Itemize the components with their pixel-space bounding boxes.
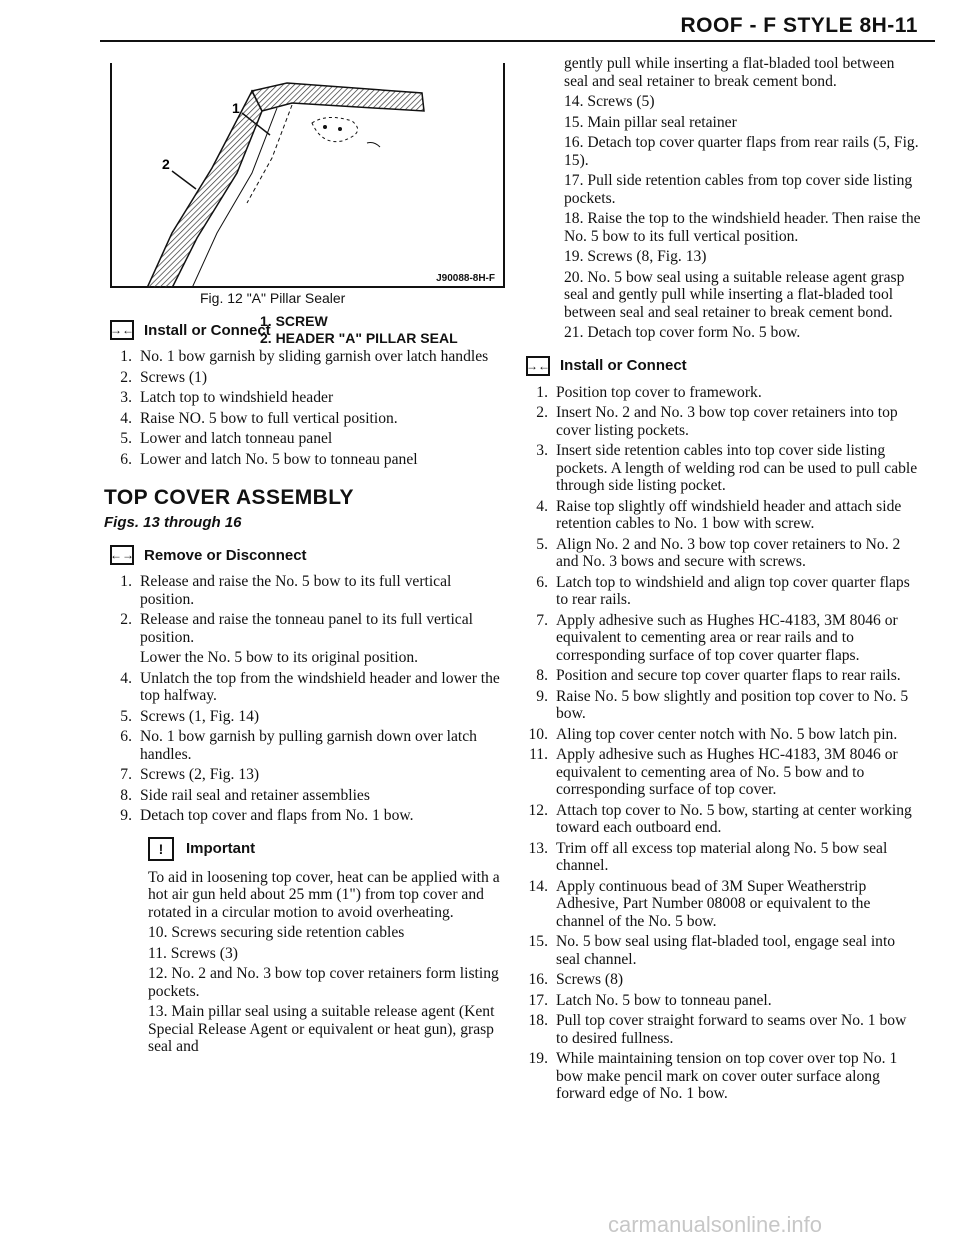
step-item — [110, 649, 505, 667]
step-number: 7. — [536, 611, 548, 629]
step-number: 9. — [536, 687, 548, 705]
callout-1: 1 — [232, 100, 240, 116]
step-text: Apply adhesive such as Hughes HC-4183, 3M 8046 or equivalent to cementing area of No. 5 bow and to corresponding surface of top cover. — [556, 746, 898, 798]
step-item — [110, 766, 505, 784]
step-text: Position and secure top cover quarter flaps to rear rails. — [556, 667, 901, 684]
step-text: Screws (8) — [556, 971, 624, 988]
figure-box — [110, 63, 505, 288]
step-text: Latch top to windshield and align top cover quarter flaps to rear rails. — [556, 573, 910, 608]
step-text: Latch top to windshield header — [140, 389, 334, 406]
section-figs: Figs. 13 through 16 — [104, 514, 242, 531]
step-number: 13. — [528, 839, 548, 857]
step-number: 7. — [120, 766, 132, 783]
step-number: 18. — [528, 1012, 548, 1029]
step-text: Pull top cover straight forward to seams over No. 1 bow to desired fullness. — [556, 1012, 907, 1047]
legend-item-screw: 1. SCREW — [260, 313, 328, 329]
important-icon: ! — [148, 837, 174, 861]
watermark: carmanualsonline.info — [608, 1212, 823, 1237]
step-text: Lower the No. 5 bow to its original position. — [140, 649, 419, 666]
step-item — [110, 451, 505, 469]
step-text: Release and raise the tonneau panel to its full vertical position. — [140, 611, 473, 646]
step-number: 5. — [120, 707, 132, 725]
step-number: 6. — [536, 573, 548, 591]
right-install-list — [526, 384, 921, 1103]
step-item — [526, 840, 921, 875]
figure-caption: Fig. 12 "A" Pillar Sealer — [200, 290, 346, 306]
step-item — [526, 667, 921, 685]
step-text: Lower and latch tonneau panel — [140, 430, 333, 447]
step-text: Screws (1) — [140, 368, 208, 386]
step-number: 8. — [120, 786, 132, 804]
step-text: While maintaining tension on top cover over top No. 1 bow make pencil mark on cover outer surface along forward edge of No. 1 bow. — [556, 1050, 898, 1102]
step-item — [526, 802, 921, 837]
install-heading-left: →← Install or Connect — [110, 321, 271, 339]
step-text: Screws (1, Fig. 14) — [140, 707, 260, 725]
step-text: No. 1 bow garnish by sliding garnish over latch handles — [140, 348, 489, 365]
paragraph: 12. No. 2 and No. 3 bow top cover retainers form listing pockets. — [148, 965, 499, 1000]
step-item — [110, 611, 505, 646]
step-text: Release and raise the No. 5 bow to its full vertical position. — [140, 573, 452, 608]
step-item — [110, 348, 505, 366]
step-text: No. 5 bow seal using flat-bladed tool, engage seal into seal channel. — [556, 933, 896, 968]
step-text: Insert No. 2 and No. 3 bow top cover retainers into top cover listing pockets. — [556, 404, 898, 439]
step-item — [526, 612, 921, 665]
paragraph: 13. Main pillar seal using a suitable release agent (Kent Special Release Agent or equivalent or heat gun), grasp seal and — [148, 1003, 495, 1055]
header-seal-strip — [252, 83, 424, 111]
step-item — [526, 404, 921, 439]
step-item — [526, 992, 921, 1010]
step-item — [110, 708, 505, 726]
step-number: 3. — [120, 389, 132, 406]
remove-heading: ←→ Remove or Disconnect — [110, 546, 307, 564]
step-item — [110, 573, 505, 608]
step-number: 2. — [120, 368, 132, 386]
important-heading: ! Important — [148, 837, 505, 861]
screw-detail — [312, 117, 358, 141]
step-number: 10. — [528, 725, 548, 743]
step-number: 19. — [528, 1050, 548, 1067]
step-number: 4. — [120, 409, 132, 427]
step-number: 5. — [536, 535, 548, 553]
step-text: Aling top cover center notch with No. 5 bow latch pin. — [556, 725, 898, 743]
step-number: 17. — [528, 991, 548, 1009]
step-number: 2. — [120, 611, 132, 628]
step-text: Lower and latch No. 5 bow to tonneau panel — [140, 450, 418, 468]
paragraph: 11. Screws (3) — [148, 944, 238, 962]
step-text: Apply continuous bead of 3M Super Weatherstrip Adhesive, Part Number 08008 or equivalent to the channel of the No. 5 bow. — [556, 877, 871, 930]
step-item — [526, 726, 921, 744]
step-item — [110, 787, 505, 805]
install-icon: →← — [526, 356, 550, 376]
pillar-seal — [147, 91, 262, 288]
step-text: Trim off all excess top material along No. 5 bow seal channel. — [556, 839, 888, 874]
right-column — [526, 55, 921, 1106]
step-number: 2. — [536, 404, 548, 421]
install-heading-right: →← Install or Connect — [526, 357, 687, 374]
step-item — [526, 746, 921, 799]
step-text: Raise NO. 5 bow to full vertical position. — [140, 409, 398, 427]
callout-2: 2 — [162, 156, 170, 172]
step-number: 16. — [528, 971, 548, 988]
step-item — [526, 498, 921, 533]
step-item — [110, 430, 505, 448]
paragraph: 10. Screws securing side retention cables — [148, 924, 405, 941]
install-icon: →← — [110, 320, 134, 340]
step-item — [110, 728, 505, 763]
step-text: Raise top slightly off windshield header and attach side retention cables to No. 1 bow with screw. — [556, 497, 902, 532]
step-item — [110, 410, 505, 428]
step-number: 4. — [536, 497, 548, 515]
step-text: Detach top cover and flaps from No. 1 bow. — [140, 807, 414, 824]
step-text: Position top cover to framework. — [556, 383, 762, 401]
step-text: Raise No. 5 bow slightly and position top cover to No. 5 bow. — [556, 687, 909, 722]
left-install-list — [110, 348, 505, 468]
step-item — [526, 933, 921, 968]
step-number: 1. — [536, 383, 548, 401]
remove-list — [110, 573, 505, 825]
step-number: 15. — [528, 933, 548, 950]
step-number: 5. — [120, 430, 132, 447]
step-text: Attach top cover to No. 5 bow, starting at center working toward each outboard end. — [556, 801, 912, 836]
step-text: No. 1 bow garnish by pulling garnish down over latch handles. — [140, 728, 477, 763]
step-item — [526, 442, 921, 495]
step-text: Apply adhesive such as Hughes HC-4183, 3M 8046 or equivalent to cementing area or rear rails and to corresponding surface of top cover quarter flaps. — [556, 611, 898, 664]
step-item — [526, 878, 921, 931]
step-number: 1. — [120, 348, 132, 365]
header-rule — [100, 40, 935, 42]
step-item — [526, 971, 921, 989]
section-title: TOP COVER ASSEMBLY — [104, 486, 354, 509]
paragraph: 15. Main pillar seal retainer — [564, 113, 737, 131]
step-number: 3. — [536, 442, 548, 459]
step-item — [526, 1012, 921, 1047]
paragraph: 19. Screws (8, Fig. 13) — [564, 248, 707, 265]
step-number: 6. — [120, 728, 132, 745]
step-number: 12. — [528, 801, 548, 819]
paragraph: gently pull while inserting a flat-bladed tool between seal and seal retainer to break cement bond. — [564, 55, 895, 90]
step-number: 1. — [120, 573, 132, 590]
step-number: 8. — [536, 667, 548, 684]
step-item — [110, 807, 505, 825]
paragraph: 18. Raise the top to the windshield header. Then raise the No. 5 bow to its full vertical position. — [564, 210, 921, 245]
legend-item-seal: 2. HEADER "A" PILLAR SEAL — [260, 330, 458, 346]
important-block — [148, 837, 505, 1056]
paragraph: 14. Screws (5) — [564, 93, 655, 110]
step-number: 14. — [528, 877, 548, 895]
a-pillar-illustration — [112, 63, 507, 288]
step-item — [526, 688, 921, 723]
left-column — [104, 55, 505, 1059]
step-text: Side rail seal and retainer assemblies — [140, 786, 370, 804]
paragraph: To aid in loosening top cover, heat can be applied with a hot air gun held about 25 mm (1") from top cover and rotated in a circular motion to avoid overheating. — [148, 868, 500, 921]
figure-legend — [260, 313, 458, 347]
paragraph: 16. Detach top cover quarter flaps from rear rails (5, Fig. 15). — [564, 134, 919, 169]
step-number: 11. — [529, 746, 548, 763]
step-item — [526, 574, 921, 609]
figure-code: J90088-8H-F — [436, 273, 495, 284]
step-text: Unlatch the top from the windshield header and lower the top halfway. — [140, 669, 500, 704]
step-number — [110, 649, 140, 667]
step-text: Align No. 2 and No. 3 bow top cover retainers to No. 2 and No. 3 bows and secure with screws. — [556, 535, 901, 570]
important-paragraphs — [148, 869, 505, 1056]
step-number: 9. — [120, 807, 132, 824]
step-item — [526, 536, 921, 571]
paragraph: 21. Detach top cover form No. 5 bow. — [564, 324, 801, 341]
step-number: 6. — [120, 450, 132, 468]
paragraph: 17. Pull side retention cables from top cover side listing pockets. — [564, 172, 913, 207]
step-item — [110, 670, 505, 705]
page-header: ROOF - F STYLE 8H-11 — [680, 14, 918, 37]
step-text: Insert side retention cables into top cover side listing pockets. A length of welding rod can be used to pull cable through side listing pocket. — [556, 442, 918, 494]
paragraph: 20. No. 5 bow seal using a suitable release agent grasp seal and gently pull while inserting a flat-bladed tool between seal and seal retainer to break cement bond. — [564, 268, 905, 321]
step-item — [110, 389, 505, 407]
continued-steps — [564, 55, 921, 342]
step-number: 4. — [120, 669, 132, 687]
step-item — [526, 384, 921, 402]
step-text: Screws (2, Fig. 13) — [140, 766, 260, 783]
step-item — [110, 369, 505, 387]
step-text: Latch No. 5 bow to tonneau panel. — [556, 991, 772, 1009]
remove-icon: ←→ — [110, 545, 134, 565]
step-item — [526, 1050, 921, 1103]
